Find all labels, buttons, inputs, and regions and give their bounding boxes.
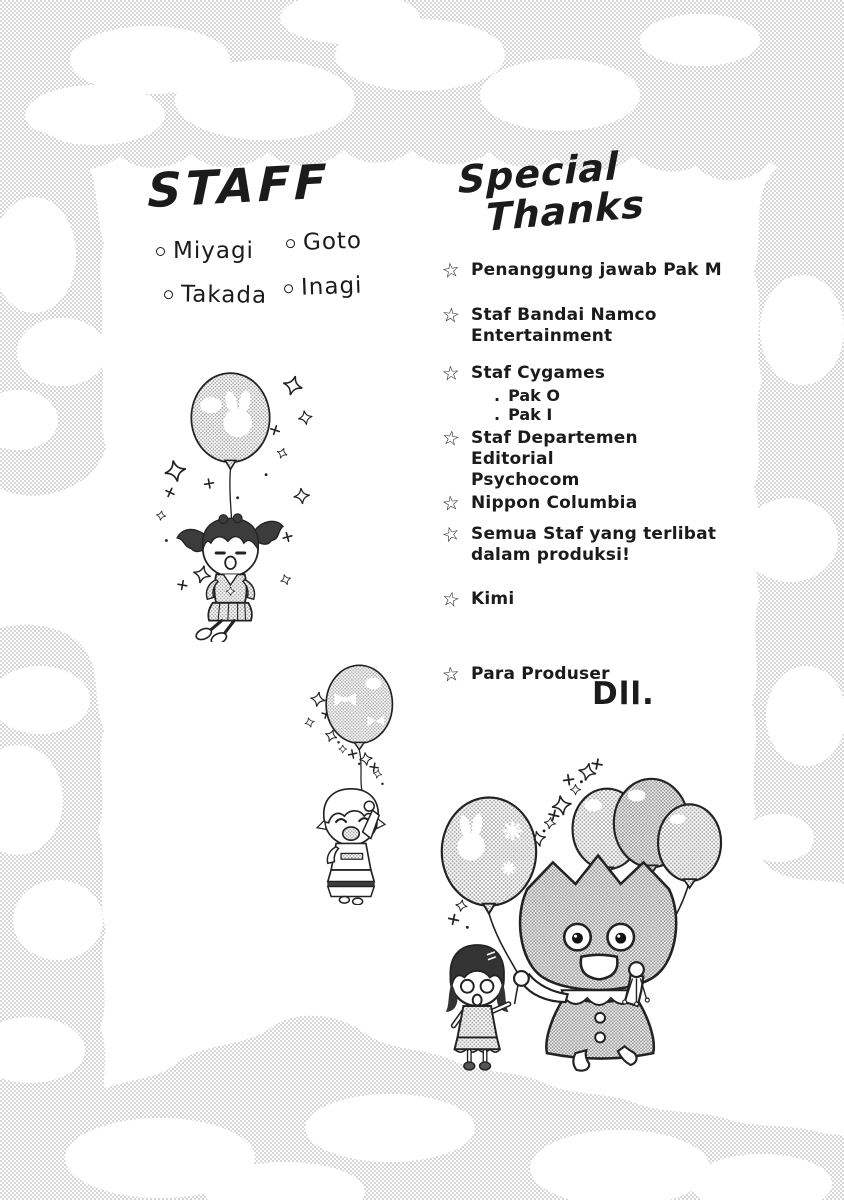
thanks-item-label: Staf Bandai Namco Entertainment bbox=[471, 305, 657, 346]
special-thanks-title-line2: Thanks bbox=[485, 181, 645, 240]
thanks-item bbox=[438, 519, 726, 566]
staff-member-name: Goto bbox=[302, 227, 363, 256]
bunny-balloon bbox=[191, 373, 269, 537]
thanks-subitem-label: Pak O bbox=[508, 386, 560, 405]
girl-hanging-from-balloon-illustration bbox=[152, 366, 317, 642]
staff-section bbox=[147, 154, 408, 338]
chibi-girl bbox=[177, 514, 283, 642]
star-bullet-icon: ☆ bbox=[438, 519, 463, 549]
mascot-with-balloons-illustration bbox=[428, 758, 723, 1073]
small-girl bbox=[446, 945, 509, 1070]
dot-bullet-icon: . bbox=[494, 386, 501, 405]
staff-member-name: Miyagi bbox=[173, 238, 254, 264]
staff-member bbox=[156, 238, 254, 264]
tulip-mascot bbox=[514, 856, 676, 1071]
circle-bullet-icon bbox=[164, 290, 173, 299]
staff-member-name: Takada bbox=[180, 281, 268, 309]
special-thanks-title-line1: Special bbox=[458, 143, 619, 203]
cloud-top-band bbox=[0, 0, 844, 181]
star-bullet-icon: ☆ bbox=[440, 302, 462, 328]
star-bullet-icon: ☆ bbox=[440, 661, 462, 687]
thanks-item-label: Kimi bbox=[471, 589, 515, 609]
thanks-item bbox=[440, 256, 726, 284]
thanks-item-label: Staf Departemen Editorial Psychocom bbox=[471, 428, 638, 490]
star-bullet-icon: ☆ bbox=[441, 360, 461, 386]
staff-member bbox=[286, 228, 363, 257]
star-bullet-icon: ☆ bbox=[440, 585, 463, 613]
thanks-item bbox=[440, 360, 726, 386]
star-bullet-icon: ☆ bbox=[440, 256, 462, 284]
thanks-subitem-label: Pak I bbox=[508, 405, 553, 424]
staff-member-name: Inagi bbox=[300, 272, 363, 301]
staff-title: STAFF bbox=[147, 154, 331, 220]
girl-holding-balloon-illustration bbox=[293, 656, 438, 905]
thanks-item-label: Nippon Columbia bbox=[471, 493, 638, 513]
thanks-footer: Dll. bbox=[592, 676, 655, 712]
circle-bullet-icon bbox=[284, 284, 293, 293]
dot-bullet-icon: . bbox=[494, 405, 501, 424]
star-bullet-icon: ☆ bbox=[440, 490, 462, 516]
thanks-item-label: Para Produser bbox=[471, 664, 610, 684]
circle-bullet-icon bbox=[156, 247, 165, 256]
cloud-left-band bbox=[0, 118, 108, 1144]
thanks-subitems bbox=[494, 386, 726, 424]
staff-member bbox=[164, 281, 267, 309]
bow-balloon bbox=[326, 665, 392, 802]
thanks-subitem bbox=[494, 386, 726, 405]
thanks-list bbox=[440, 255, 726, 685]
thanks-item bbox=[440, 302, 726, 347]
staff-member bbox=[284, 273, 363, 302]
thanks-item bbox=[440, 424, 726, 491]
special-thanks-title bbox=[458, 144, 645, 241]
thanks-subitem bbox=[494, 405, 726, 424]
thanks-item-label: Semua Staf yang terlibat dalam produksi! bbox=[471, 524, 717, 565]
thanks-item-label: Penanggung jawab Pak M bbox=[471, 260, 722, 280]
cloud-right-band bbox=[742, 132, 844, 884]
chibi-girl bbox=[317, 789, 385, 905]
circle-bullet-icon bbox=[286, 239, 295, 248]
thanks-item bbox=[440, 585, 726, 613]
thanks-item bbox=[440, 490, 726, 516]
star-bullet-icon: ☆ bbox=[440, 424, 462, 452]
thanks-item-label: Staf Cygames bbox=[471, 363, 606, 383]
thanks-item bbox=[440, 661, 726, 687]
